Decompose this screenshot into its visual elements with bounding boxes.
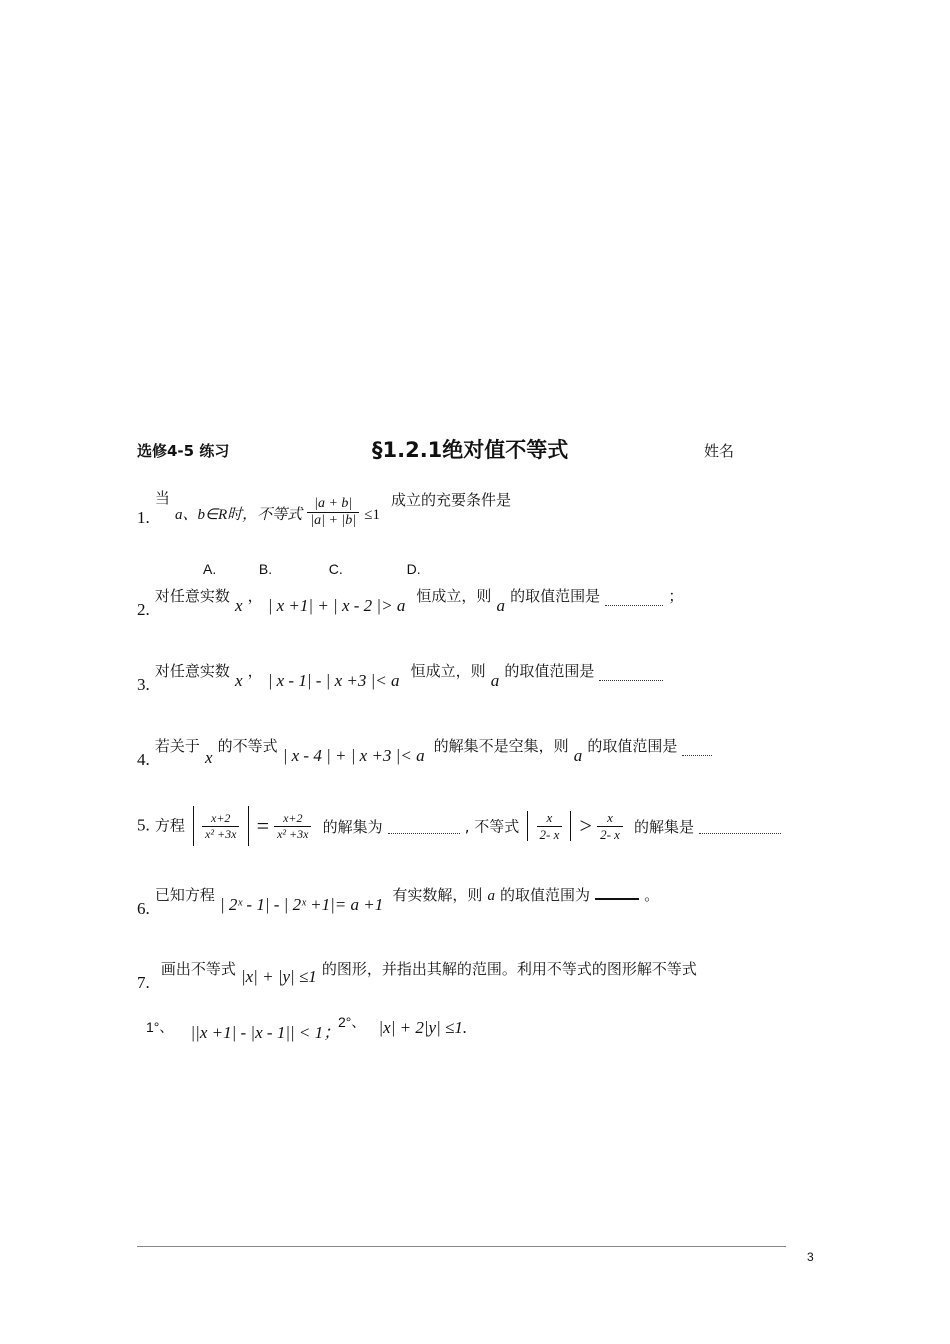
inequality: | x - 4 | + | x +3 |< a [282,746,425,765]
answer-blank[interactable] [699,819,781,834]
fraction-numerator: x [597,810,623,827]
inequality: ||x +1| - |x - 1|| < 1； [190,1023,341,1042]
question-5 [137,806,781,846]
question-text: 的解集为 [322,817,383,836]
fraction-denominator: 2- x [539,826,560,842]
series-label: 选修4-5 练习 [137,442,230,460]
variable: x [234,671,243,690]
option-b[interactable]: B. [258,561,273,577]
option-c[interactable]: C. [328,561,343,577]
punctuation: ， [247,662,263,680]
inequality: | x +1| + | x - 2 |> a [267,596,406,615]
option-a[interactable]: A. [203,561,217,577]
question-text: 方程 [154,816,185,835]
question-text: 的解集是 [634,817,695,836]
fraction-denominator: x² +3x [205,826,237,841]
inequality: | x - 1| - | x +3 |< a [267,671,400,690]
question-1 [137,486,512,528]
fraction-numerator: |a + b| [307,496,359,513]
page-number: 3 [807,1250,814,1264]
answer-blank[interactable] [605,591,663,606]
question-number: 5. [137,815,150,835]
answer-blank[interactable] [388,819,460,834]
variable: a [573,746,583,765]
fraction-numerator: x+2 [202,811,239,827]
question-number: 3. [137,675,150,694]
question-text: 已知方程 [154,886,215,904]
sub-label: 1°、 [146,1019,174,1035]
question-number: 4. [137,750,150,769]
question-condition: a、b∈R时，不等式 [174,507,303,523]
question-text: , 不等式 [464,817,520,836]
page-title: §1.2.1绝对值不等式 [372,438,569,462]
question-text: 的解集不是空集，则 [433,737,569,755]
question-number: 7. [137,973,150,992]
question-4 [137,735,712,769]
name-label: 姓名 [704,442,735,460]
footer-divider [137,1246,786,1247]
variable: a [490,671,500,690]
equals-sign: = [256,813,270,838]
question-text: 若关于 [154,737,200,755]
question-text: 的取值范围是 [510,587,601,605]
question-3 [137,660,663,694]
variable: x [234,596,243,615]
fraction [537,810,563,843]
question-text: 对任意实数 [154,662,230,680]
punctuation: ， [247,587,263,605]
question-7 [137,958,697,992]
fraction-denominator: 2- x [600,826,620,842]
question-text: 恒成立，则 [410,662,486,680]
fraction-numerator: x [537,810,563,827]
question-text: 的取值范围是 [587,737,678,755]
question-text: 对任意实数 [154,587,230,605]
relation: ≤1 [364,507,380,523]
question-text: 的不等式 [217,737,278,755]
fraction-numerator: x+2 [274,811,311,827]
options-row [203,561,447,577]
variable: x [204,748,213,767]
question-text: 恒成立，则 [416,587,492,605]
answer-blank[interactable] [682,741,712,756]
question-number: 1. [137,508,150,527]
variable: a [496,596,506,615]
fraction-denominator: x² +3x [277,826,309,841]
question-6 [137,884,660,918]
inequality: |x| + |y| ≤1 [240,967,317,986]
abs-bar [248,806,249,846]
fraction [274,811,311,842]
greater-than-sign: > [579,813,592,838]
fraction [597,810,623,843]
question-text: 的图形，并指出其解的范围。利用不等式的图形解不等式 [321,960,697,978]
abs-bar [570,811,571,841]
question-number: 6. [137,899,150,918]
variable: a [487,888,495,904]
abs-bar [527,811,528,841]
fraction [202,811,239,842]
option-d[interactable]: D. [406,561,421,577]
question-text: 有实数解，则 [392,886,483,904]
question-text: 画出不等式 [160,960,236,978]
equation: | 2ˣ - 1| - | 2ˣ +1|= a +1 [219,895,384,914]
abs-bar [193,806,194,846]
sub-question-2 [338,1012,468,1037]
fraction [307,496,359,529]
question-text: 成立的充要条件是 [391,491,512,509]
question-text: 的取值范围是 [504,662,595,680]
punctuation: 。 [644,886,660,904]
sub-label: 2°、 [338,1014,366,1030]
question-text: 的取值范围为 [500,886,591,904]
question-text: 当 [154,489,170,507]
question-number: 2. [137,600,150,619]
fraction-denominator: |a| + |b| [310,513,357,528]
punctuation: ； [668,587,684,605]
answer-blank[interactable] [599,666,663,681]
inequality: |x| + 2|y| ≤1. [378,1018,468,1037]
sub-question-1 [146,1012,341,1042]
question-2 [137,585,684,619]
answer-blank[interactable] [595,884,639,900]
